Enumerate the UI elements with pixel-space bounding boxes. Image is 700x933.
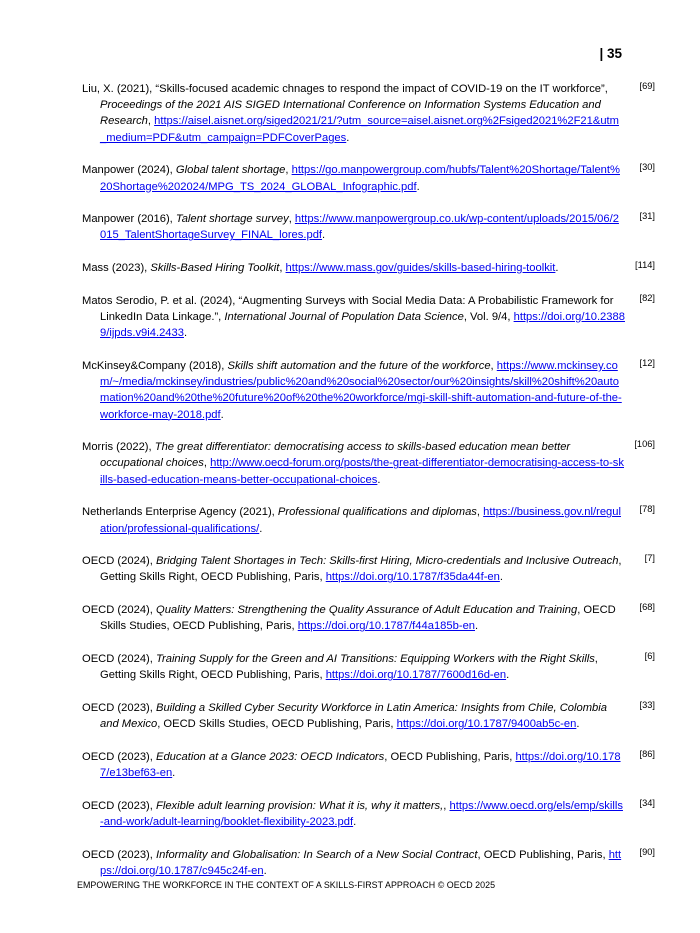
reference-details: , OECD Publishing, Paris, [384, 750, 516, 763]
reference-authors: OECD (2023), [82, 701, 156, 714]
reference-authors: Mass (2023), [82, 262, 151, 275]
reference-authors: Netherlands Enterprise Agency (2021), [82, 506, 278, 519]
reference-link[interactable]: https://doi.org/10.1787/f35da44f-en [325, 571, 500, 584]
reference-link[interactable]: https://www.mass.gov/guides/skills-based-hiring-toolkit [285, 262, 556, 275]
reference-title: Education at a Glance 2023: OECD Indicators [156, 750, 385, 763]
reference-details: , OECD Skills Studies, OECD Publishing, Paris, [157, 718, 397, 731]
reference-authors: Matos Serodio, P. et al. (2024), “Augmenting Surveys with Social Media Data: A Probabilistic Framework for LinkedIn Data Linkage.”, [82, 294, 614, 324]
reference-title: The great differentiator: democratising access to skills-based education mean better occupational choices [100, 441, 571, 470]
reference-item [82, 797, 655, 830]
reference-number: [68] [639, 602, 655, 613]
reference-number: [33] [639, 699, 655, 710]
reference-details: , [288, 213, 295, 226]
reference-link[interactable]: https://doi.org/10.1787/c945c24f-en [100, 848, 622, 877]
reference-title: Proceedings of the 2021 AIS SIGED International Conference on Information Systems Education and Research [100, 99, 601, 128]
reference-title: Quality Matters: Strengthening the Quality Assurance of Adult Education and Training [156, 604, 578, 617]
reference-item [82, 81, 655, 146]
reference-title: Bridging Talent Shortages in Tech: Skills-first Hiring, Micro-credentials and Inclusive Outreach [156, 555, 619, 568]
reference-details: , [476, 506, 484, 519]
reference-item [82, 260, 655, 276]
reference-details: , [490, 359, 497, 372]
reference-title: Skills shift automation and the future of the workforce [227, 359, 491, 372]
reference-title: Skills-Based Hiring Toolkit [150, 262, 280, 275]
reference-authors: OECD (2023), [82, 799, 156, 812]
reference-link[interactable]: http://www.oecd-forum.org/posts/the-great-differentiator-democratising-access-to-skills-based-education-means-better-occupational-choices [100, 457, 624, 486]
reference-number: [69] [639, 81, 655, 91]
reference-details: , OECD Publishing, Paris, [477, 848, 609, 861]
reference-end: . [499, 571, 503, 584]
reference-link[interactable]: https://aisel.aisnet.org/siged2021/21/?utm_source=aisel.aisnet.org%2Fsiged2021%2F21&utm_medium=PDF&utm_campaign=PDFCoverPages [100, 115, 619, 144]
reference-details: , [443, 799, 450, 812]
reference-end: . [322, 229, 326, 242]
reference-item [82, 651, 655, 683]
reference-item [82, 504, 655, 536]
reference-number: [90] [639, 846, 655, 857]
reference-title: Building a Skilled Cyber Security Workforce in Latin America: Insights from Chile, Colombia and Mexico [100, 701, 607, 731]
reference-link[interactable]: https://www.manpowergroup.co.uk/wp-content/uploads/2015/06/2015_TalentShortageSurvey_FINAL_lores.pdf [100, 213, 619, 242]
reference-end: . [506, 669, 510, 682]
reference-item [82, 211, 655, 243]
reference-number: [7] [644, 553, 655, 564]
reference-end: . [555, 262, 559, 275]
reference-item [82, 357, 655, 423]
reference-title: Informality and Globalisation: In Search of a New Social Contract [156, 848, 478, 861]
reference-link[interactable]: https://www.oecd.org/els/emp/skills-and-work/adult-learning/booklet-flexibility-2023.pdf [100, 799, 623, 828]
reference-number: [30] [639, 162, 655, 173]
reference-end: . [346, 131, 350, 144]
reference-authors: Manpower (2024), [82, 164, 176, 177]
reference-authors: Manpower (2016), [82, 213, 176, 226]
reference-link[interactable]: https://business.gov.nl/regulation/professional-qualifications/ [100, 506, 621, 535]
reference-number: [86] [639, 748, 655, 759]
reference-end: . [377, 473, 381, 486]
reference-number: [34] [639, 797, 655, 808]
reference-authors: McKinsey&Company (2018), [82, 359, 228, 372]
reference-item [82, 553, 655, 585]
reference-link[interactable]: https://www.mckinsey.com/~/media/mckinsey/industries/public%20and%20social%20sector/our%20insights/skill%20shift%20automation%20and%20the%20future%20of%20the%20workforce/mgi-skill-shift-automation-and-future-of-the-workforce-may-2018.pdf [100, 359, 622, 421]
reference-item [82, 748, 655, 781]
reference-title: Training Supply for the Green and AI Transitions: Equipping Workers with the Right Skills [156, 653, 595, 666]
reference-authors: OECD (2023), [82, 750, 156, 763]
reference-item [82, 292, 655, 342]
reference-details: , [147, 115, 155, 128]
reference-link[interactable]: https://doi.org/10.1787/f44a185b-en [297, 620, 476, 633]
reference-end: . [259, 522, 263, 535]
reference-list [82, 81, 655, 896]
reference-details: , Getting Skills Right, OECD Publishing, Paris, [100, 555, 622, 584]
reference-authors: OECD (2024), [82, 653, 156, 666]
reference-details: , [285, 164, 292, 177]
reference-authors: Morris (2022), [82, 441, 155, 454]
reference-item [82, 439, 655, 488]
reference-link[interactable]: https://go.manpowergroup.com/hubfs/Talent%20Shortage/Talent%20Shortage%202024/MPG_TS_2024_GLOBAL_Infographic.pdf [100, 164, 620, 193]
reference-title: Talent shortage survey [175, 213, 289, 226]
reference-number: [82] [639, 292, 655, 303]
reference-details: , OECD Skills Studies, OECD Publishing, Paris, [100, 604, 616, 633]
reference-end: . [172, 767, 176, 780]
reference-title: Flexible adult learning provision: What it is, why it matters, [156, 799, 444, 812]
reference-details: , [203, 457, 211, 470]
reference-item [82, 846, 655, 879]
reference-details: , Getting Skills Right, OECD Publishing, Paris, [100, 653, 598, 682]
reference-title: Global talent shortage [175, 164, 286, 177]
reference-end: . [220, 408, 224, 421]
page-footer: EMPOWERING THE WORKFORCE IN THE CONTEXT OF A SKILLS-FIRST APPROACH © OECD 2025 [77, 880, 496, 890]
page-number: | 35 [599, 46, 622, 61]
reference-end: . [353, 816, 357, 828]
reference-number: [114] [635, 260, 655, 271]
reference-end: . [416, 180, 420, 193]
reference-number: [106] [634, 439, 655, 450]
reference-item [82, 699, 655, 732]
reference-number: [78] [639, 504, 655, 515]
reference-link[interactable]: https://doi.org/10.1787/7600d16d-en [325, 669, 507, 682]
reference-end: . [576, 718, 580, 731]
reference-item [82, 602, 655, 634]
reference-authors: OECD (2023), [82, 848, 156, 861]
reference-item [82, 162, 655, 194]
reference-end: . [183, 327, 188, 340]
reference-end: . [475, 620, 479, 633]
reference-number: [12] [639, 357, 655, 368]
reference-authors: OECD (2024), [82, 555, 156, 568]
reference-link[interactable]: https://doi.org/10.1787/9400ab5c-en [396, 718, 577, 731]
reference-title: Professional qualifications and diplomas [277, 506, 477, 519]
reference-link[interactable]: https://doi.org/10.23889/ijpds.v9i4.2433 [100, 311, 625, 340]
reference-authors: OECD (2024), [82, 604, 156, 617]
reference-authors: Liu, X. (2021), “Skills-focused academic chnages to respond the impact of COVID-19 on the IT workforce”, [82, 83, 608, 95]
reference-details: , [279, 262, 286, 275]
reference-number: [31] [639, 211, 655, 222]
reference-link[interactable]: https://doi.org/10.1787/e13bef63-en [100, 750, 621, 780]
reference-details: , Vol. 9/4, [463, 311, 514, 324]
reference-title: International Journal of Population Data Science [224, 311, 464, 324]
reference-number: [6] [644, 651, 655, 662]
reference-end: . [263, 864, 267, 877]
